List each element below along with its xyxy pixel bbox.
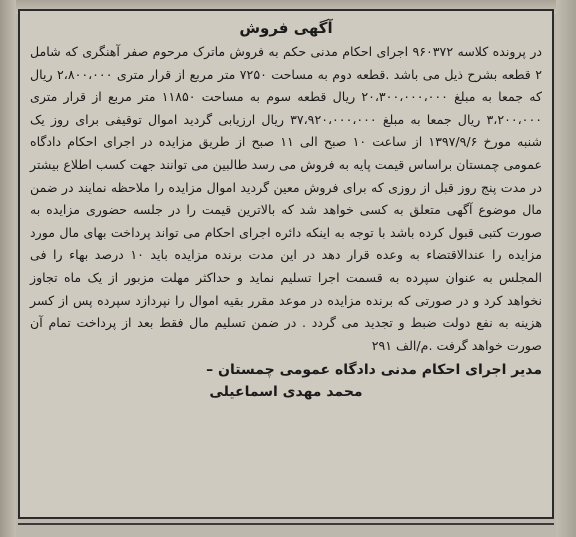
signature-title: مدیر اجرای احکام مدنی دادگاه عمومی چمستان – <box>206 362 542 379</box>
scan-edge-right <box>556 0 576 537</box>
signature-block <box>30 359 542 403</box>
notice-title: آگهی فروش <box>239 19 333 37</box>
sale-notice-box <box>18 9 554 519</box>
signature-name: محمد مهدی اسماعیلی <box>209 384 363 401</box>
scan-edge-left <box>0 0 16 537</box>
bottom-rule <box>18 523 554 525</box>
notice-body: در پرونده کلاسه ۹۶۰۳۷۲ اجرای احکام مدنی حکم به فروش ماترک مرحوم صفر آهنگری که شامل ۲ قطعه بشرح ذیل می باشد .قطعه دوم به مساحت ۷۲۵۰ متر مربع از قرار متری ۲،۸۰۰،۰۰۰ ریال که جمعا به مبلغ ۲۰،۳۰۰،۰۰۰،۰۰۰ ریال قطعه سوم به مساحت ۱۱۸۵۰ متر مربع از قرار متری ۳،۲۰۰،۰۰۰ ریال جمعا به مبلغ ۳۷،۹۲۰،۰۰۰،۰۰۰ ریال ارزیابی گردید اموال توقیفی برای روز یک شنبه مورخ ۱۳۹۷/۹/۶ از ساعت ۱۰ صبح الی ۱۱ صبح از طریق مزایده در اجرای احکام دادگاه عمومی چمستان براساس قیمت پایه به فروش می رسد طالبین می توانند جهت کسب اطلاع بیشتر در مدت پنج روز قبل از روزی که برای فروش معین گردید اموال مزایده را ملاحظه نمایند در ضمن مال موضوع آگهی متعلق به کسی خواهد شد که بالاترین قیمت را در جلسه حضوری مزایده به صورت کتبی قبول کرده باشد با توجه به اینکه دائره اجرای احکام می تواند پرداخت بهای مال مورد مزایده را عندالاقتضاء به وعده قرار دهد در این مدت برنده مزایده باید ۱۰ درصد بهاء را فی المجلس به عنوان سپرده به قسمت اجرا تسلیم نماید و حداکثر مهلت مزبور از یک ماه تجاوز نخواهد کرد و در صورتی که برنده مزایده در موعد مقرر بقیه اموال را نپردازد سپرده پس از کسر هزینه به نفع دولت ضبط و تجدید می گردد . در ضمن تسلیم مال فقط بعد از پرداخت تمام آن صورت خواهد گرفت .م/الف ۲۹۱ <box>30 44 543 353</box>
